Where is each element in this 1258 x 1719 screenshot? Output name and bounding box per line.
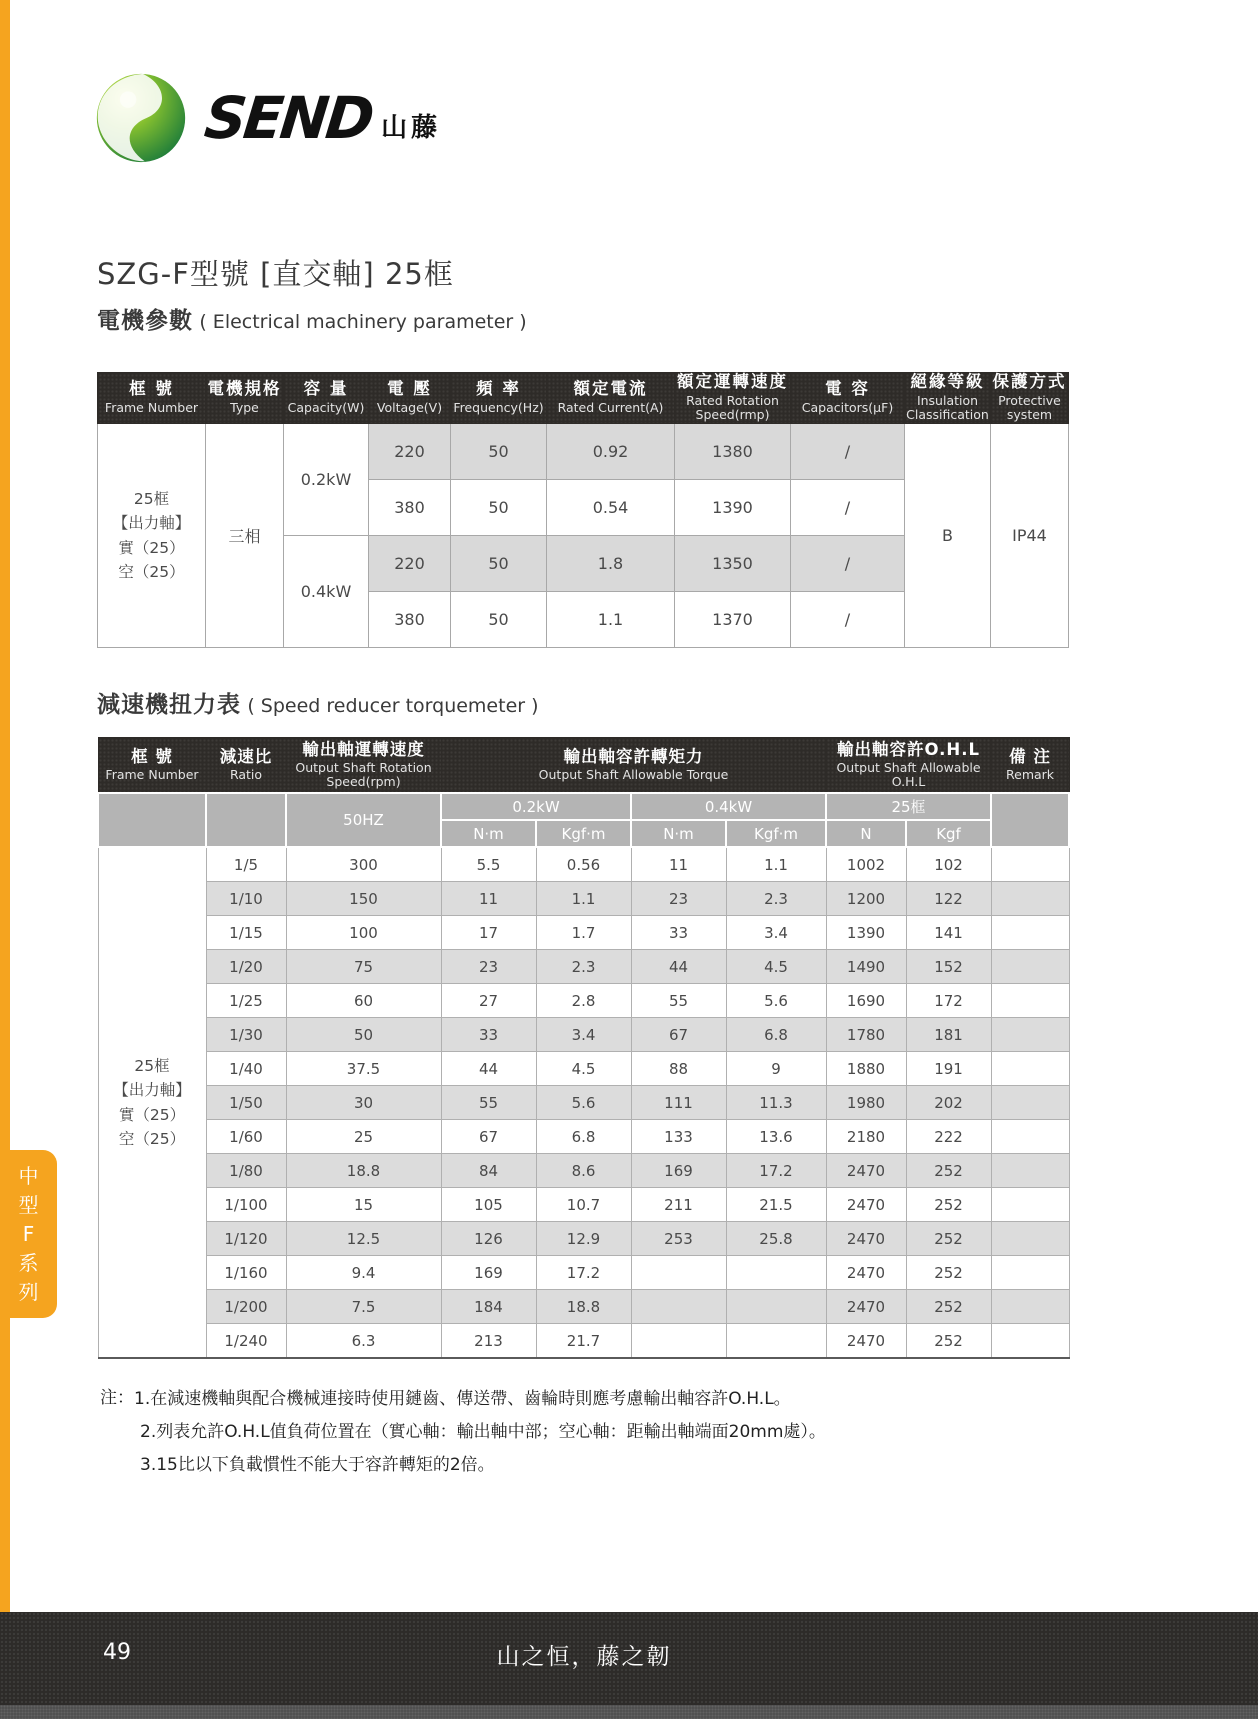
capacity-cell: 0.2kW [284,424,369,536]
left-accent-strip [0,0,10,1719]
col-allowable-torque: 輸出軸容許轉矩力 Output Shaft Allowable Torque [441,738,826,794]
cell: 4.5 [536,1052,631,1086]
cell: 1002 [826,847,906,882]
cell: 44 [441,1052,536,1086]
footer-edge-strip [0,1705,1258,1719]
table-row [98,984,1069,1018]
subheader-empty [98,793,206,847]
cell: 5.5 [441,847,536,882]
cell: 50 [451,480,547,536]
cell: 380 [369,592,451,648]
cell: 5.6 [536,1086,631,1120]
unit-cell: N·m [631,820,726,847]
remark-cell [991,847,1069,882]
cell: 44 [631,950,726,984]
cell: 1390 [675,480,791,536]
cell: 172 [906,984,991,1018]
cell: 300 [286,847,441,882]
table2-subheader-row [98,793,1069,820]
cell: 252 [906,1256,991,1290]
table1-header-row [98,373,1069,424]
cell: 12.5 [286,1222,441,1256]
page-title: SZG-F型號 [直交軸] 25框 [97,257,454,291]
side-tab-char: 列 [18,1279,39,1304]
cell: 2.3 [536,950,631,984]
cell: 18.8 [286,1154,441,1188]
cell: 1.1 [726,847,826,882]
remark-cell [991,1222,1069,1256]
col-allowable-ohl: 輸出軸容許O.H.L Output Shaft Allowable O.H.L [826,738,991,794]
electrical-parameter-table [97,372,1069,648]
cell: 1/5 [206,847,286,882]
cell: 18.8 [536,1290,631,1324]
cell: 380 [369,480,451,536]
cell: 0.54 [547,480,675,536]
torque-table [97,737,1070,1359]
cell: 75 [286,950,441,984]
side-tab-char: 中 [18,1163,39,1188]
cell: 13.6 [726,1120,826,1154]
globe-icon [95,72,187,164]
cell: 202 [906,1086,991,1120]
cell: 37.5 [286,1052,441,1086]
cell: 1/40 [206,1052,286,1086]
cell: 5.6 [726,984,826,1018]
remark-cell [991,984,1069,1018]
cell: 222 [906,1120,991,1154]
cell: 181 [906,1018,991,1052]
cell: 1980 [826,1086,906,1120]
col-protective: 保護方式 Protective system [992,372,1067,423]
cell [726,1256,826,1290]
page-number: 49 [103,1640,131,1665]
cell: 15 [286,1188,441,1222]
cell: / [791,424,905,480]
col-voltage: 電 壓 Voltage(V) [369,373,451,424]
subheader-power-04: 0.4kW [631,793,826,820]
col-frame-number: 框 號 Frame Number [98,373,206,424]
cell: 2.8 [536,984,631,1018]
cell: 252 [906,1222,991,1256]
remark-cell [991,1052,1069,1086]
cell: 220 [369,536,451,592]
cell: 213 [441,1324,536,1359]
capacity-cell: 0.4kW [284,536,369,648]
cell: 1/160 [206,1256,286,1290]
section-electrical-en: ( Electrical machinery parameter ) [199,311,527,333]
cell: 252 [906,1290,991,1324]
cell: 23 [631,882,726,916]
unit-cell: N·m [441,820,536,847]
cell: 2180 [826,1120,906,1154]
cell: / [791,480,905,536]
subheader-empty [206,793,286,847]
cell: 1.7 [536,916,631,950]
cell: 1490 [826,950,906,984]
col-rated-current: 額定電流 Rated Current(A) [547,373,675,424]
unit-cell: Kgf·m [536,820,631,847]
cell: 1350 [675,536,791,592]
table-row [98,1120,1069,1154]
frame-number-cell: 25框 【出力軸】 實（25） 空（25） [98,847,206,1358]
cell: 1.8 [547,536,675,592]
section-torque-cn: 減速機扭力表 [97,692,241,718]
cell: 1/15 [206,916,286,950]
cell: 6.8 [726,1018,826,1052]
cell: 12.9 [536,1222,631,1256]
cell: 141 [906,916,991,950]
cell: 1/100 [206,1188,286,1222]
cell: 6.8 [536,1120,631,1154]
torque-table-body [98,847,1069,1358]
cell: 211 [631,1188,726,1222]
cell: 11 [441,882,536,916]
cell: 2470 [826,1324,906,1359]
cell: 1.1 [547,592,675,648]
cell: 1690 [826,984,906,1018]
cell: 253 [631,1222,726,1256]
cell [726,1290,826,1324]
side-tab-char: 型 [18,1192,39,1217]
remark-cell [991,1256,1069,1290]
cell: 1/25 [206,984,286,1018]
table-row [98,1086,1069,1120]
section-torque-heading [97,686,539,719]
table-row [98,1222,1069,1256]
cell [631,1256,726,1290]
cell: 252 [906,1188,991,1222]
side-tab-char: F [22,1221,35,1246]
cell: 23 [441,950,536,984]
cell: 1/10 [206,882,286,916]
cell: 2470 [826,1154,906,1188]
cell: 169 [441,1256,536,1290]
logo-cjk-text: 山藤 [381,112,442,143]
cell: 184 [441,1290,536,1324]
subheader-speed: 50HZ [286,793,441,847]
cell: 50 [451,424,547,480]
col-remark: 備 注 Remark [991,738,1069,794]
cell: 252 [906,1324,991,1359]
cell: 21.7 [536,1324,631,1359]
cell: 122 [906,882,991,916]
cell: 3.4 [726,916,826,950]
col-output-speed: 輸出軸運轉速度 Output Shaft Rotation Speed(rpm) [286,738,441,794]
cell: 67 [631,1018,726,1052]
cell: 17.2 [536,1256,631,1290]
subheader-empty [991,793,1069,847]
cell: 1/50 [206,1086,286,1120]
cell: 1200 [826,882,906,916]
cell: 1/30 [206,1018,286,1052]
type-cell: 三相 [206,424,284,648]
col-ratio: 減速比 Ratio [206,738,286,794]
cell: 1780 [826,1018,906,1052]
cell: 50 [286,1018,441,1052]
table-row [98,847,1069,882]
col-insulation: 絕緣等級 Insulation Classification [906,372,989,423]
cell: 25.8 [726,1222,826,1256]
table-row [98,1052,1069,1086]
cell: 88 [631,1052,726,1086]
cell [631,1324,726,1359]
cell: 2470 [826,1188,906,1222]
table-row [98,1256,1069,1290]
remark-cell [991,1018,1069,1052]
cell: / [791,536,905,592]
protective-cell: IP44 [991,424,1069,648]
footer-slogan: 山之恒，藤之韌 [496,1644,672,1670]
cell: 9 [726,1052,826,1086]
note-item: 3.15比以下負載慣性不能大于容許轉矩的2倍。 [140,1455,495,1475]
table-row [98,1188,1069,1222]
note-item: 2.列表允許O.H.L值負荷位置在（實心軸：輸出軸中部；空心軸：距輸出軸端面20mm處）。 [140,1422,826,1442]
unit-cell: Kgf·m [726,820,826,847]
cell: 27 [441,984,536,1018]
section-electrical-heading [97,302,527,335]
cell: 17.2 [726,1154,826,1188]
insulation-cell: B [905,424,991,648]
table-row [98,916,1069,950]
section-electrical-cn: 電機參數 [97,308,193,334]
cell: 84 [441,1154,536,1188]
cell: 1370 [675,592,791,648]
cell: 50 [451,592,547,648]
section-torque-en: ( Speed reducer torquemeter ) [247,695,539,717]
cell: 105 [441,1188,536,1222]
cell: 2470 [826,1222,906,1256]
cell: 133 [631,1120,726,1154]
series-side-tab [0,1150,57,1318]
cell: 10.7 [536,1188,631,1222]
cell: 21.5 [726,1188,826,1222]
remark-cell [991,950,1069,984]
remark-cell [991,1086,1069,1120]
cell: 1/60 [206,1120,286,1154]
cell: 252 [906,1154,991,1188]
unit-cell: N [826,820,906,847]
cell: 152 [906,950,991,984]
col-frame-number: 框 號 Frame Number [98,738,206,794]
cell: 191 [906,1052,991,1086]
cell: 111 [631,1086,726,1120]
note-item: 1.在減速機軸與配合機械連接時使用鏈齒、傳送帶、齒輪時則應考慮輸出軸容許O.H.L。 [134,1389,791,1409]
notes-items [134,1383,826,1482]
cell: 2470 [826,1290,906,1324]
cell [631,1290,726,1324]
col-type: 電機規格 Type [206,373,284,424]
table-row [98,950,1069,984]
cell: 33 [441,1018,536,1052]
table-row [98,1324,1069,1359]
col-frequency: 頻 率 Frequency(Hz) [451,373,547,424]
cell: 2.3 [726,882,826,916]
cell: 25 [286,1120,441,1154]
cell: 8.6 [536,1154,631,1188]
subheader-power-02: 0.2kW [441,793,631,820]
remark-cell [991,882,1069,916]
remark-cell [991,1188,1069,1222]
cell: 169 [631,1154,726,1188]
cell: 60 [286,984,441,1018]
cell: 1.1 [536,882,631,916]
table2-header-row [98,738,1069,794]
table-row [98,1018,1069,1052]
cell: 1/200 [206,1290,286,1324]
cell: 6.3 [286,1324,441,1359]
cell: 4.5 [726,950,826,984]
brand-logo [95,72,441,164]
cell [726,1324,826,1359]
remark-cell [991,916,1069,950]
cell: 9.4 [286,1256,441,1290]
cell: 102 [906,847,991,882]
remark-cell [991,1154,1069,1188]
cell: 55 [441,1086,536,1120]
logo-wordmark [201,84,442,152]
remark-cell [991,1120,1069,1154]
cell: 17 [441,916,536,950]
cell: 150 [286,882,441,916]
cell: 67 [441,1120,536,1154]
col-capacity: 容 量 Capacity(W) [284,373,369,424]
cell: 30 [286,1086,441,1120]
cell: 1880 [826,1052,906,1086]
notes-label: 注： [100,1388,134,1408]
col-rated-rotation-speed: 額定運轉速度 Rated Rotation Speed(rmp) [675,373,791,424]
cell: 1/80 [206,1154,286,1188]
table-row [98,424,1069,480]
frame-number-cell: 25框 【出力軸】 實（25） 空（25） [98,424,206,648]
subheader-frame-25: 25框 [826,793,991,820]
cell: 7.5 [286,1290,441,1324]
cell: 55 [631,984,726,1018]
cell: 1380 [675,424,791,480]
side-tab-char: 系 [18,1250,39,1275]
cell: 100 [286,916,441,950]
notes-block [100,1383,1000,1482]
cell: 50 [451,536,547,592]
cell: 1/120 [206,1222,286,1256]
logo-brand-text: SEND [201,84,375,152]
cell: 3.4 [536,1018,631,1052]
remark-cell [991,1290,1069,1324]
cell: 126 [441,1222,536,1256]
table-row [98,882,1069,916]
table-row [98,1154,1069,1188]
cell: 1/240 [206,1324,286,1359]
cell: 1/20 [206,950,286,984]
table-row [98,1290,1069,1324]
cell: 11 [631,847,726,882]
unit-cell: Kgf [906,820,991,847]
page-footer [0,1612,1258,1705]
cell: 220 [369,424,451,480]
cell: 0.92 [547,424,675,480]
col-capacitors: 電 容 Capacitors(μF) [791,373,905,424]
cell: 33 [631,916,726,950]
cell: / [791,592,905,648]
cell: 2470 [826,1256,906,1290]
cell: 11.3 [726,1086,826,1120]
remark-cell [991,1324,1069,1359]
cell: 0.56 [536,847,631,882]
cell: 1390 [826,916,906,950]
